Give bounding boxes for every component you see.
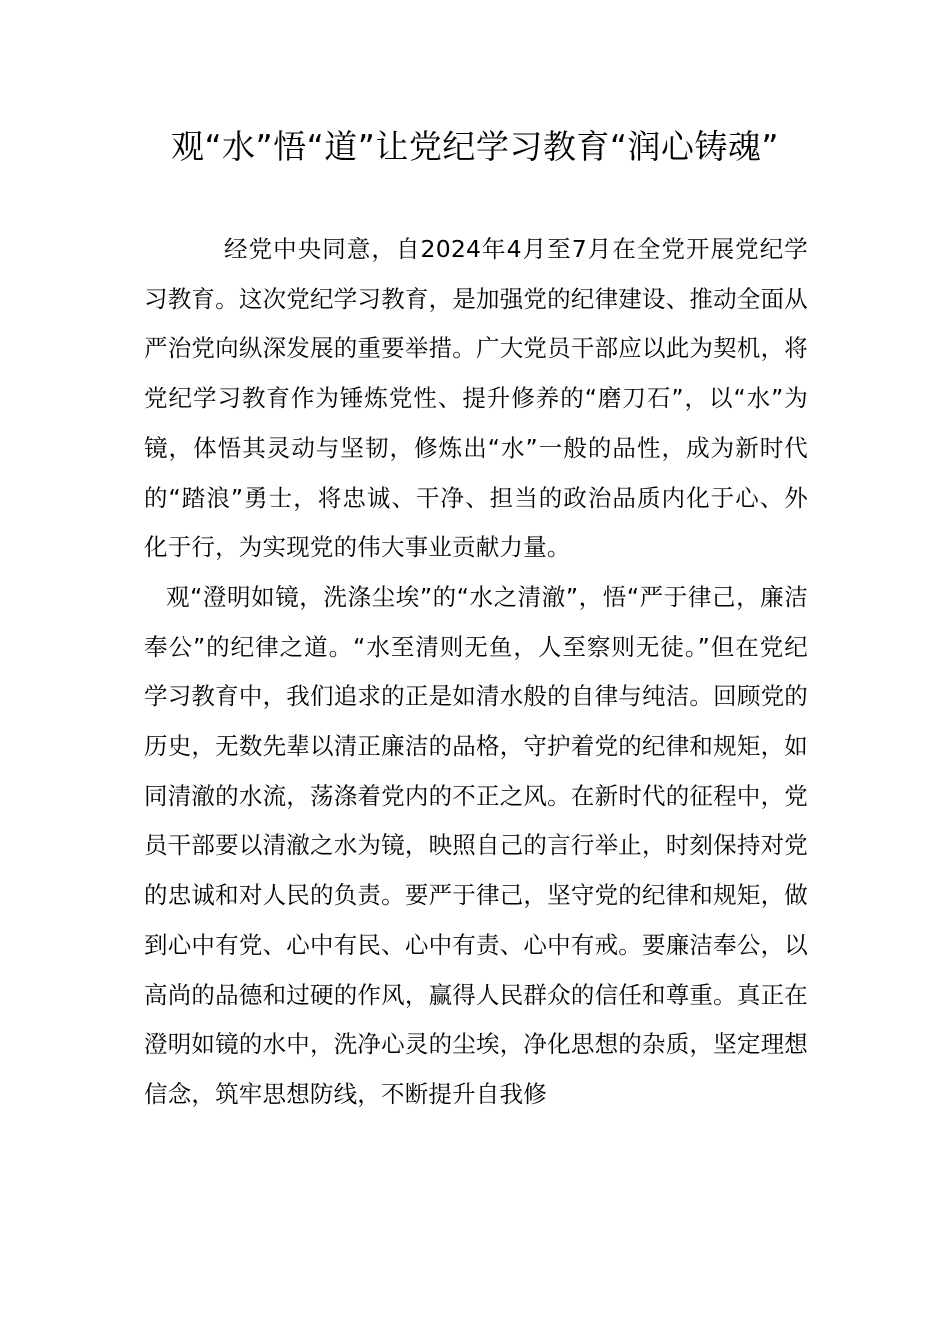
- paragraph-intro: 经党中央同意，自2024年4月至7月在全党开展党纪学习教育。这次党纪学习教育，是加强党的纪律建设、推动全面从严治党向纵深发展的重要举措。广大党员干部应以此为契机，将党纪学习教育作为锤炼党性、提升修养的“磨刀石”，以“水”为镜，体悟其灵动与坚韧，修炼出“水”一般的品性，成为新时代的“踏浪”勇士，将忠诚、干净、担当的政治品质内化于心、外化于行，为实现党的伟大事业贡献力量。: [144, 235, 808, 562]
- paragraph-water-clarity: 观“澄明如镜，洗涤尘埃”的“水之清澈”，悟“严于律己，廉洁奉公”的纪律之道。“水至清则无鱼，人至察则无徒。”但在党纪学习教育中，我们追求的正是如清水般的自律与纯洁。回顾党的历史，无数先辈以清正廉洁的品格，守护着党的纪律和规矩，如同清澈的水流，荡涤着党内的不正之风。在新时代的征程中，党员干部要以清澈之水为镜，映照自己的言行举止，时刻保持对党的忠诚和对人民的负责。要严于律己，坚守党的纪律和规矩，做到心中有党、心中有民、心中有责、心中有戒。要廉洁奉公，以高尚的品德和过硬的作风，赢得人民群众的信任和尊重。真正在澄明如镜的水中，洗净心灵的尘埃，净化思想的杂质，坚定理想信念，筑牢思想防线，不断提升自我修: [144, 582, 808, 1108]
- document-body: [144, 225, 808, 1120]
- document-title: 观“水”悟“道”让党纪学习教育“润心铸魂”: [170, 127, 780, 166]
